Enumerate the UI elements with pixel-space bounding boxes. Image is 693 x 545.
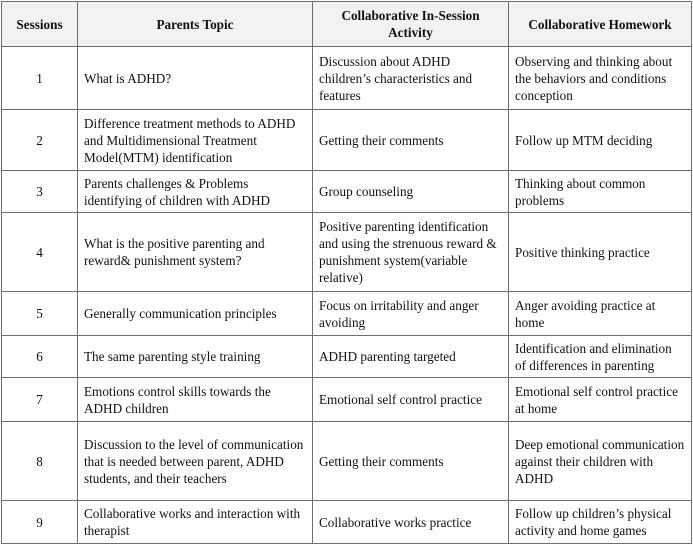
session-number: 9 — [2, 501, 78, 544]
homework: Observing and thinking about the behaviors and conditions conception — [509, 47, 692, 110]
session-number: 6 — [2, 336, 78, 378]
table-row — [2, 501, 692, 544]
header-sessions: Sessions — [2, 2, 78, 47]
in-session-activity: Discussion about ADHD children’s characteristics and features — [313, 47, 509, 110]
session-number: 7 — [2, 378, 78, 422]
table-row — [2, 213, 692, 292]
table-row — [2, 47, 692, 110]
session-number: 2 — [2, 110, 78, 171]
header-homework: Collaborative Homework — [509, 2, 692, 47]
parents-topic: What is ADHD? — [78, 47, 313, 110]
header-parents-topic: Parents Topic — [78, 2, 313, 47]
parents-topic: The same parenting style training — [78, 336, 313, 378]
sessions-table — [1, 1, 692, 544]
table-row — [2, 336, 692, 378]
homework: Anger avoiding practice at home — [509, 292, 692, 336]
in-session-activity: ADHD parenting targeted — [313, 336, 509, 378]
homework: Follow up children’s physical activity and home games — [509, 501, 692, 544]
table-row — [2, 378, 692, 422]
session-number: 1 — [2, 47, 78, 110]
parents-topic: Difference treatment methods to ADHD and Multidimensional Treatment Model(MTM) identification — [78, 110, 313, 171]
table-row — [2, 171, 692, 213]
in-session-activity: Group counseling — [313, 171, 509, 213]
in-session-activity: Getting their comments — [313, 422, 509, 501]
in-session-activity: Emotional self control practice — [313, 378, 509, 422]
parents-topic: Emotions control skills towards the ADHD children — [78, 378, 313, 422]
in-session-activity: Focus on irritability and anger avoiding — [313, 292, 509, 336]
session-number: 8 — [2, 422, 78, 501]
parents-topic: Parents challenges & Problems identifying of children with ADHD — [78, 171, 313, 213]
table-row — [2, 422, 692, 501]
session-number: 3 — [2, 171, 78, 213]
parents-topic: What is the positive parenting and reward& punishment system? — [78, 213, 313, 292]
homework: Thinking about common problems — [509, 171, 692, 213]
in-session-activity: Positive parenting identification and using the strenuous reward & punishment system(variable relative) — [313, 213, 509, 292]
session-number: 4 — [2, 213, 78, 292]
table-row — [2, 110, 692, 171]
in-session-activity: Collaborative works practice — [313, 501, 509, 544]
parents-topic: Collaborative works and interaction with therapist — [78, 501, 313, 544]
homework: Deep emotional communication against their children with ADHD — [509, 422, 692, 501]
header-in-session-activity: Collaborative In-Session Activity — [313, 2, 509, 47]
homework: Follow up MTM deciding — [509, 110, 692, 171]
parents-topic: Generally communication principles — [78, 292, 313, 336]
homework: Emotional self control practice at home — [509, 378, 692, 422]
homework: Identification and elimination of differences in parenting — [509, 336, 692, 378]
parents-topic: Discussion to the level of communication that is needed between parent, ADHD students, and their teachers — [78, 422, 313, 501]
table-header-row — [2, 2, 692, 47]
in-session-activity: Getting their comments — [313, 110, 509, 171]
session-number: 5 — [2, 292, 78, 336]
table-row — [2, 292, 692, 336]
homework: Positive thinking practice — [509, 213, 692, 292]
